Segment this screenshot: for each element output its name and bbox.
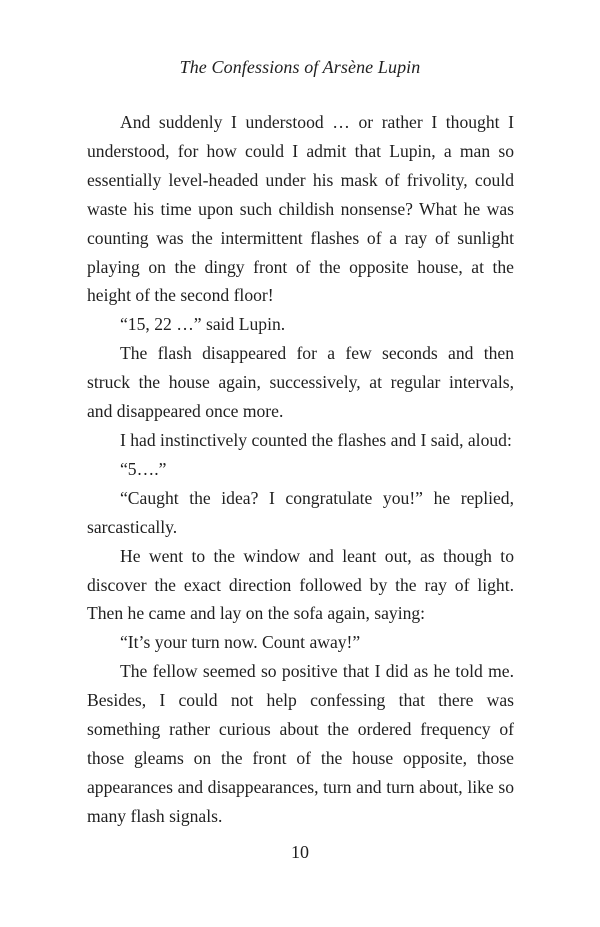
paragraph: I had instinctively counted the flashes and I said, aloud: — [120, 429, 512, 450]
paragraph: “Caught the idea? I congratulate you!” he replied, sarcastically. — [87, 487, 514, 537]
paragraph: And suddenly I understood … or rather I thought I understood, for how could I admit that Lupin, a man so essentially level-headed under his mask of frivolity, could waste his time upon such childish nonsense? What he was counting was the intermittent flashes of a ray of sunlight playing on the dingy front of the opposite house, at the height of the second floor! — [87, 112, 514, 306]
running-head-title: The Confessions of Arsène Lupin — [179, 57, 421, 77]
paragraph: He went to the window and leant out, as though to discover the exact direction followed by the ray of light. Then he came and lay on the sofa again, saying: — [87, 545, 514, 624]
body-text — [87, 108, 514, 831]
page-number: 10 — [291, 842, 309, 862]
paragraph: “It’s your turn now. Count away!” — [120, 632, 361, 653]
paragraph: The flash disappeared for a few seconds and then struck the house again, successively, at regular intervals, and disappeared once more. — [87, 343, 514, 422]
paragraph: “5….” — [120, 458, 167, 479]
paragraph: “15, 22 …” said Lupin. — [120, 314, 286, 335]
paragraph: The fellow seemed so positive that I did as he told me. Besides, I could not help confessing that there was something rather curious about the ordered frequency of those gleams on the front of the house opposite, those appearances and disappearances, turn and turn about, like so many flash signals. — [87, 661, 514, 826]
